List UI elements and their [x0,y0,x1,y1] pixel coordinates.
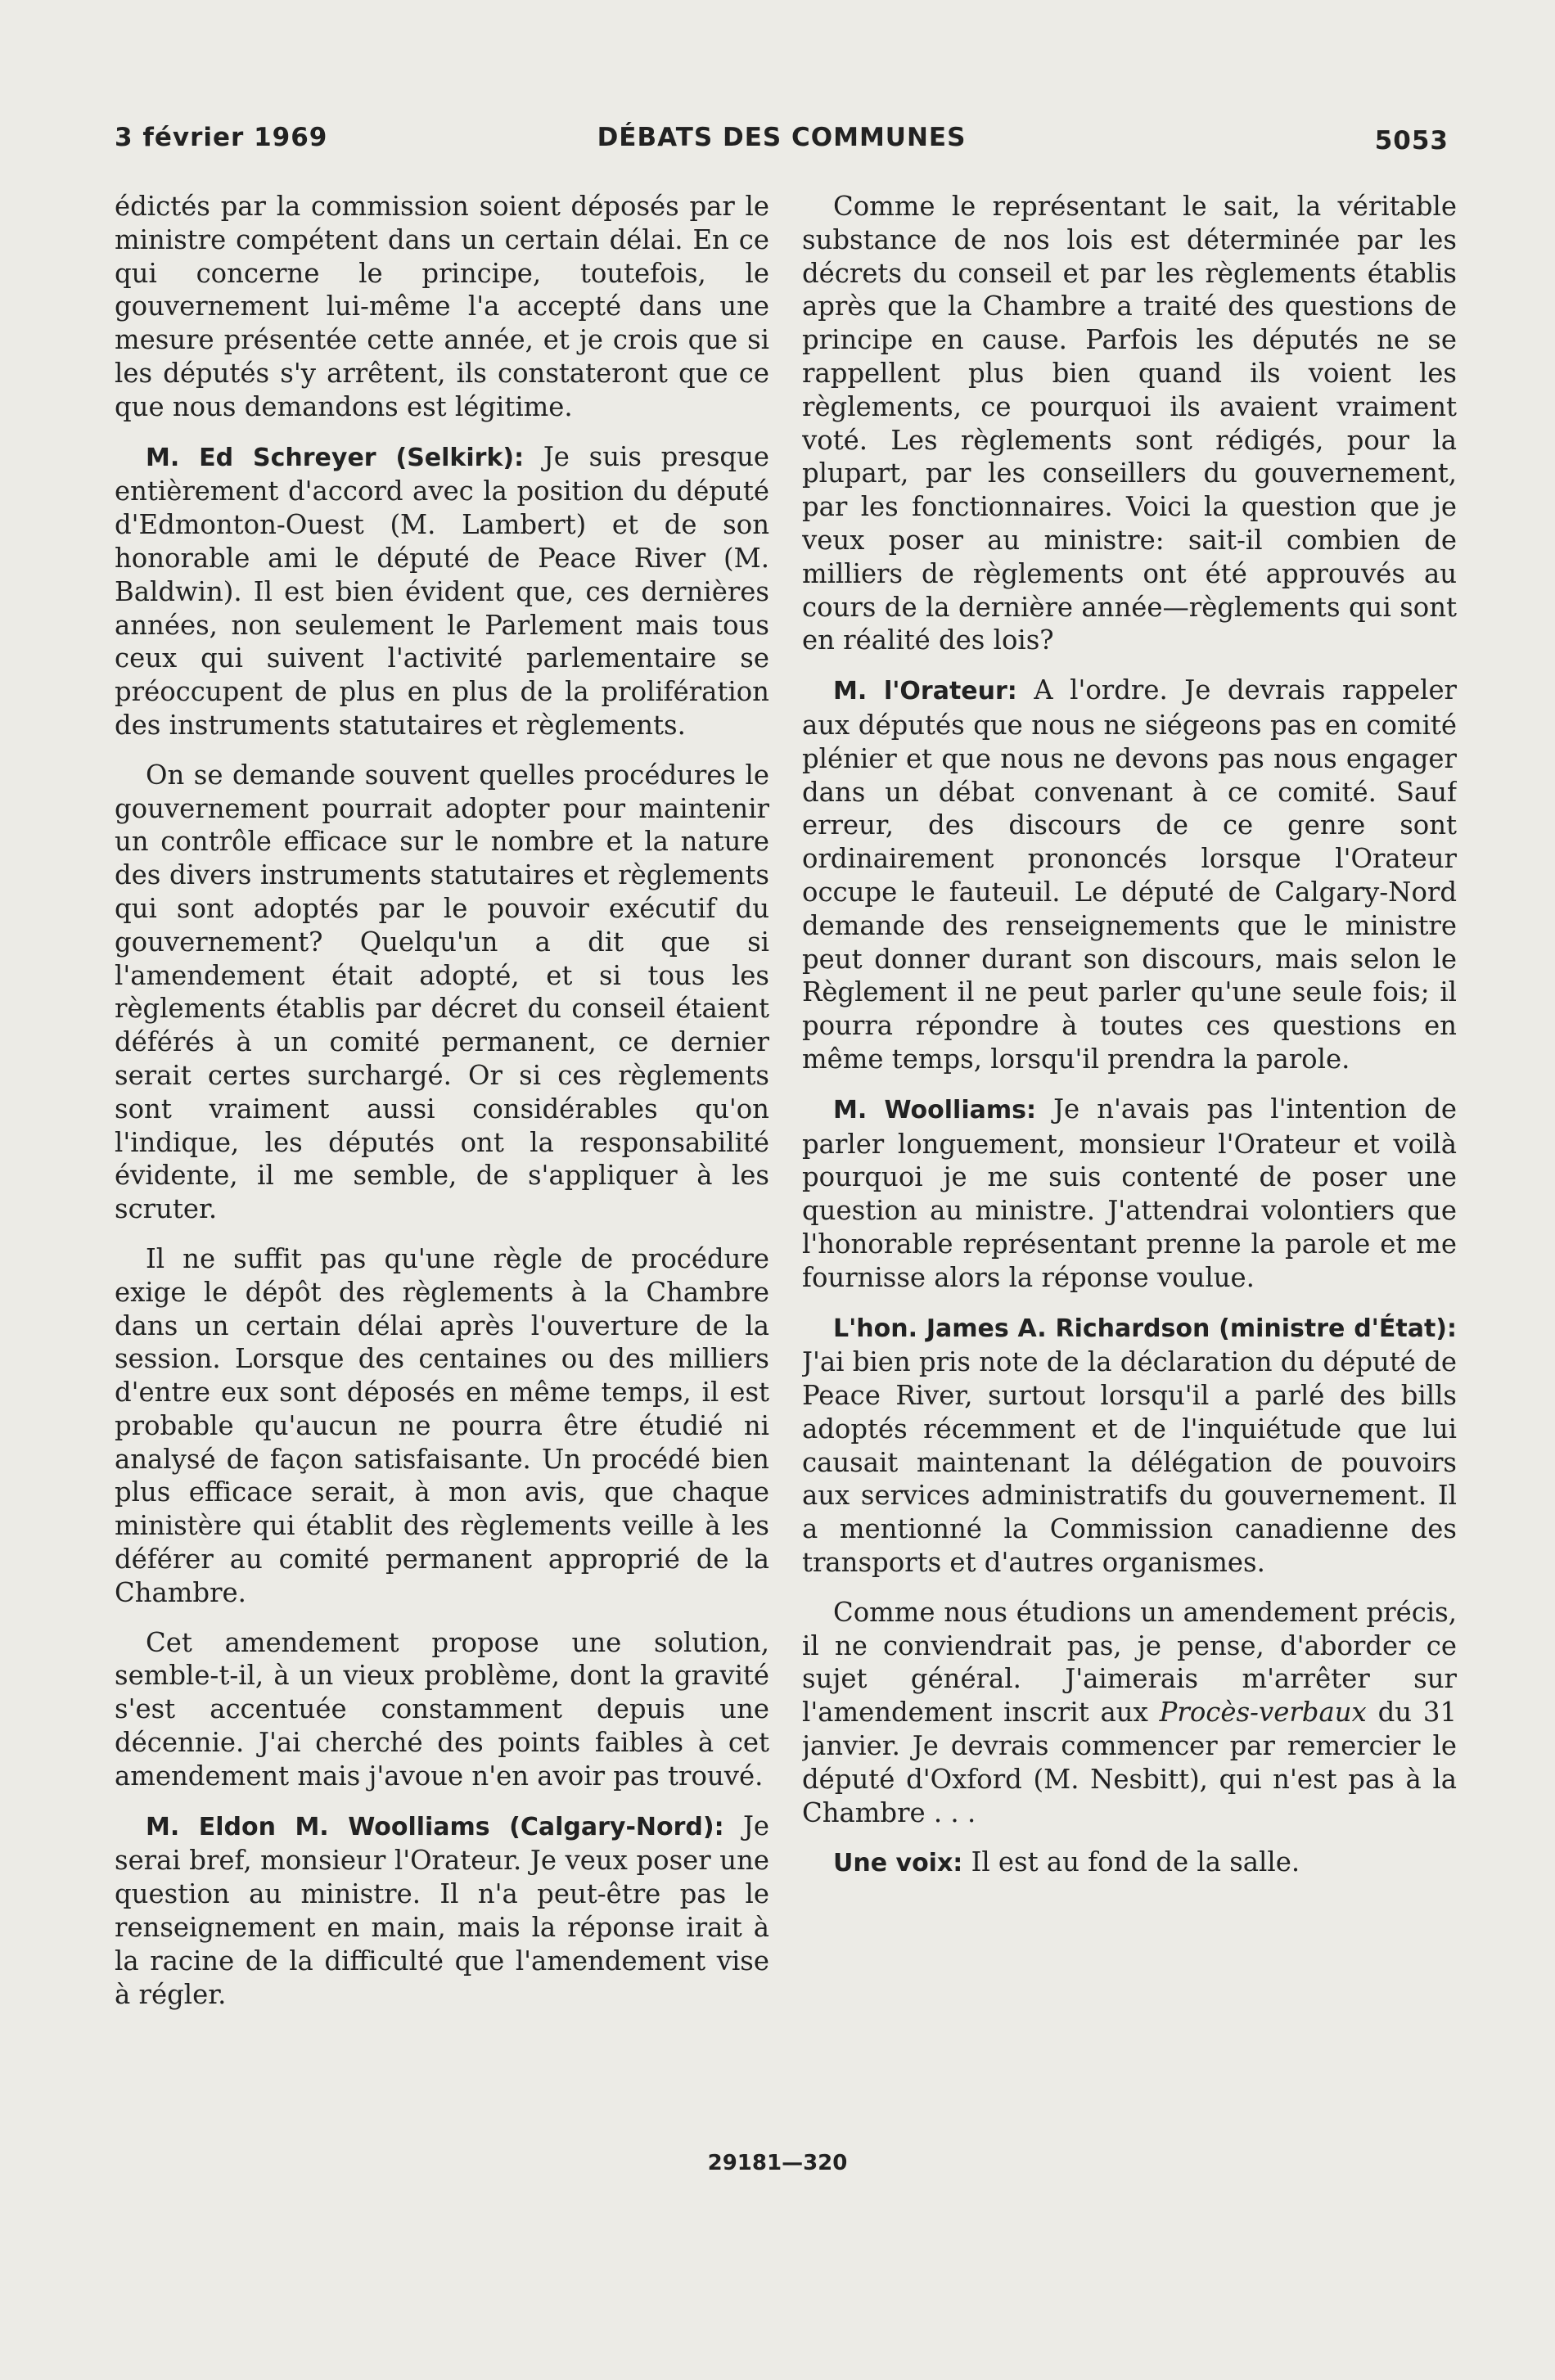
printer-signature: 29181—320 [707,2151,848,2175]
paragraph: édictés par la commission soient déposés par le ministre compétent dans un certain délai. En ce qui concerne le principe, toutefois, le gouvernement lui-même l'a accepté dans une mesure présentée cette année, et je crois que si les députés s'y arrêtent, ils constateront que ce que nous demandons est légitime. [115,191,769,422]
speech-text: Il est au fond de la salle. [962,1846,1300,1878]
paragraph: Il ne suffit pas qu'une règle de procédure exige le dépôt des règlements à la Chambre dans un certain délai après l'ouverture de la session. Lorsque des centaines ou des milliers d'entre eux sont déposés en même temps, il est probable qu'aucun ne pourra être étudié ni analysé de façon satisfaisante. Un procédé bien plus efficace serait, à mon avis, que chaque ministère qui établit des règlements veille à les déférer au comité permanent approprié de la Chambre. [115,1242,769,1608]
right-column [802,190,1457,2179]
speech-text: Je serai bref, monsieur l'Orateur. Je veux poser une question au ministre. Il n'a peut-être pas le renseignement en main, mais la réponse irait à la racine de la difficulté que l'amendement vise à régler. [115,1810,769,2010]
paragraph: Cet amendement propose une solution, semble-t-il, à un vieux problème, dont la gravité s'est accentuée constamment depuis une décennie. J'ai cherché des points faibles à cet amendement mais j'avoue n'en avoir pas trouvé. [115,1626,769,1792]
speech-text: Je suis presque entièrement d'accord avec la position du député d'Edmonton-Ouest (M. Lambert) et de son honorable ami le député de Peace River (M. Baldwin). Il est bien évident que, ces dernières années, non seulement le Parlement mais tous ceux qui suivent l'activité parlementaire se préoccupent de plus en plus de la prolifération des instruments statutaires et règlements. [115,440,769,741]
header-title: DÉBATS DES COMMUNES [597,123,967,152]
paragraph [802,1596,1457,1830]
speech [115,1810,769,2012]
speech [802,1311,1457,1580]
header-date: 3 février 1969 [115,123,328,152]
speech [115,440,769,742]
left-column [115,190,769,2179]
speech-text: Je n'avais pas l'intention de parler longuement, monsieur l'Orateur et voilà pourquoi je me suis contenté de poser une question au ministre. J'attendrai volontiers que l'honorable représentant prenne la parole et me fournisse alors la réponse voulue. [802,1093,1457,1293]
speech-text: A l'ordre. Je devrais rappeler aux députés que nous ne siégeons pas en comité plénier et que nous ne devons pas nous engager dans un débat convenant à ce comité. Sauf erreur, des discours de ce genre sont ordinairement prononcés lorsque l'Orateur occupe le fauteuil. Le député de Calgary-Nord demande des renseignements que le ministre peut donner durant son discours, mais selon le Règlement il ne peut parler qu'une seule fois; il pourra répondre à toutes ces questions en même temps, lorsqu'il prendra la parole. [802,674,1457,1075]
speaker-name: M. Eldon M. Woolliams (Calgary-Nord): [146,1812,724,1841]
speech [802,1846,1457,1881]
speech [802,674,1457,1076]
paragraph: Comme le représentant le sait, la véritable substance de nos lois est déterminée par les décrets du conseil et par les règlements établis après que la Chambre a traité des questions de principe en cause. Parfois les députés ne se rappellent plus bien quand ils voient les règlements, ce pourquoi ils avaient vraiment voté. Les règlements sont rédigés, pour la plupart, par les conseillers du gouvernement, par les fonctionnaires. Voici la question que je veux poser au ministre: sait-il combien de milliers de règlements ont été approuvés au cours de la dernière année—règlements qui sont en réalité des lois? [802,191,1457,656]
paragraph: On se demande souvent quelles procédures le gouvernement pourrait adopter pour maintenir un contrôle efficace sur le nombre et la nature des divers instruments statutaires et règlements qui sont adoptés par le pouvoir exécutif du gouvernement? Quelqu'un a dit que si l'amendement était adopté, et si tous les règlements établis par décret du conseil étaient déférés à un comité permanent, ce dernier serait certes surchargé. Or si ces règlements sont vraiment aussi considérables qu'on l'indique, les députés ont la responsabilité évidente, il me semble, de s'appliquer à les scruter. [115,759,769,1225]
speaker-name: M. Woolliams: [833,1095,1036,1125]
paragraph-text: du 31 janvier. Je devrais commencer par remercier le député d'Oxford (M. Nesbitt), qui n'est pas à la Chambre . . . [802,1697,1457,1828]
speech-text: J'ai bien pris note de la déclaration du député de Peace River, surtout lorsqu'il a parlé des bills adoptés récemment et de l'inquiétude que lui causait maintenant la délégation de pouvoirs aux services administratifs du gouvernement. Il a mentionné la Commission canadienne des transports et d'autres organismes. [802,1346,1457,1579]
speaker-name: M. Ed Schreyer (Selkirk): [146,443,525,472]
paragraph-text: Comme nous étudions un amendement précis, il ne conviendrait pas, je pense, d'aborder ce sujet général. J'aimerais m'arrêter sur l'amendement inscrit aux [802,1596,1457,1729]
header-page-number: 5053 [1374,126,1449,156]
speaker-name: L'hon. James A. Richardson (ministre d'État): [833,1314,1457,1343]
speaker-name: Une voix: [833,1849,963,1878]
italic-reference: Procès-verbaux [1159,1697,1367,1729]
speaker-name: M. l'Orateur: [833,677,1017,706]
page-header [115,123,1449,172]
speech [802,1093,1457,1295]
